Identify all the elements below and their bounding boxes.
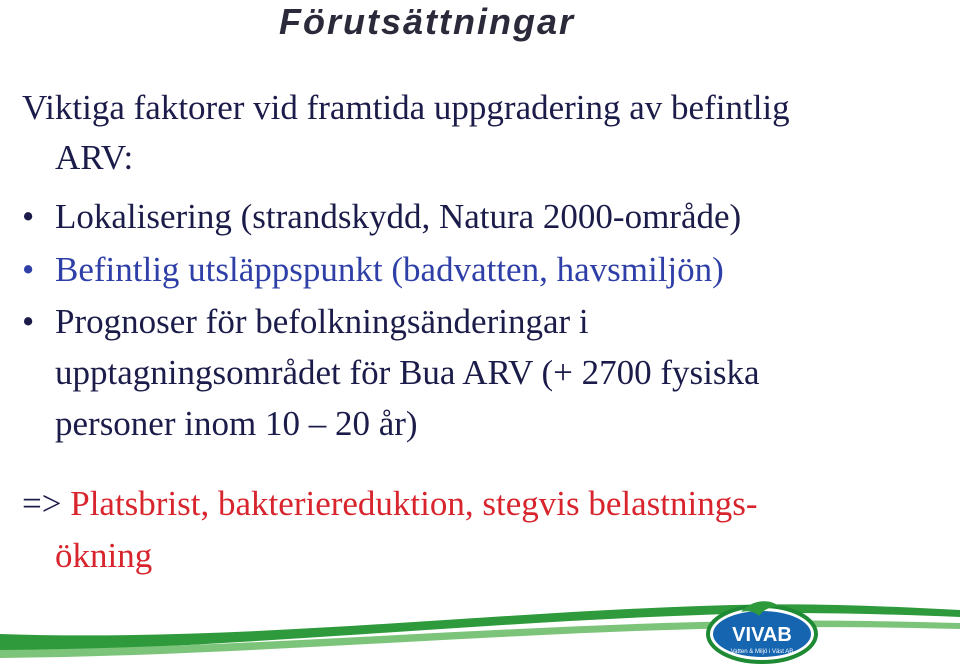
bullet-text-line-3: personer inom 10 – 20 år) <box>55 404 418 443</box>
logo-name: VIVAB <box>732 624 792 646</box>
bullet-dot: • <box>22 302 35 341</box>
logo-tagline: Vatten & Miljö i Väst AB <box>730 649 794 655</box>
arrow-symbol: => <box>22 484 62 523</box>
intro-line-2: ARV: <box>55 138 134 177</box>
conclusion-line-2: ökning <box>55 536 153 575</box>
bullet-localization <box>22 190 942 243</box>
bullet-dot: • <box>22 250 35 289</box>
bullet-list <box>22 190 942 449</box>
slide-title: Förutsättningar <box>279 1 575 42</box>
vivab-logo <box>705 598 819 664</box>
intro-text <box>22 83 942 183</box>
bullet-text: Lokalisering (strandskydd, Natura 2000-område) <box>55 197 742 236</box>
conclusion-line-1 <box>22 478 942 530</box>
bullet-text: Befintlig utsläppspunkt (badvatten, havsmiljön) <box>55 250 724 289</box>
conclusion-text: Platsbrist, bakteriereduktion, stegvis belastnings- <box>70 484 758 523</box>
bullet-dot: • <box>22 197 35 236</box>
bullet-discharge-point <box>22 243 942 296</box>
conclusion <box>22 478 942 582</box>
bullet-text-line-2: upptagningsområdet för Bua ARV (+ 2700 fysiska <box>55 353 760 392</box>
bullet-forecast <box>22 296 942 449</box>
intro-line-1: Viktiga faktorer vid framtida uppgradering av befintlig <box>22 88 790 127</box>
bullet-text-line-1: Prognoser för befolkningsänderingar i <box>55 302 589 341</box>
